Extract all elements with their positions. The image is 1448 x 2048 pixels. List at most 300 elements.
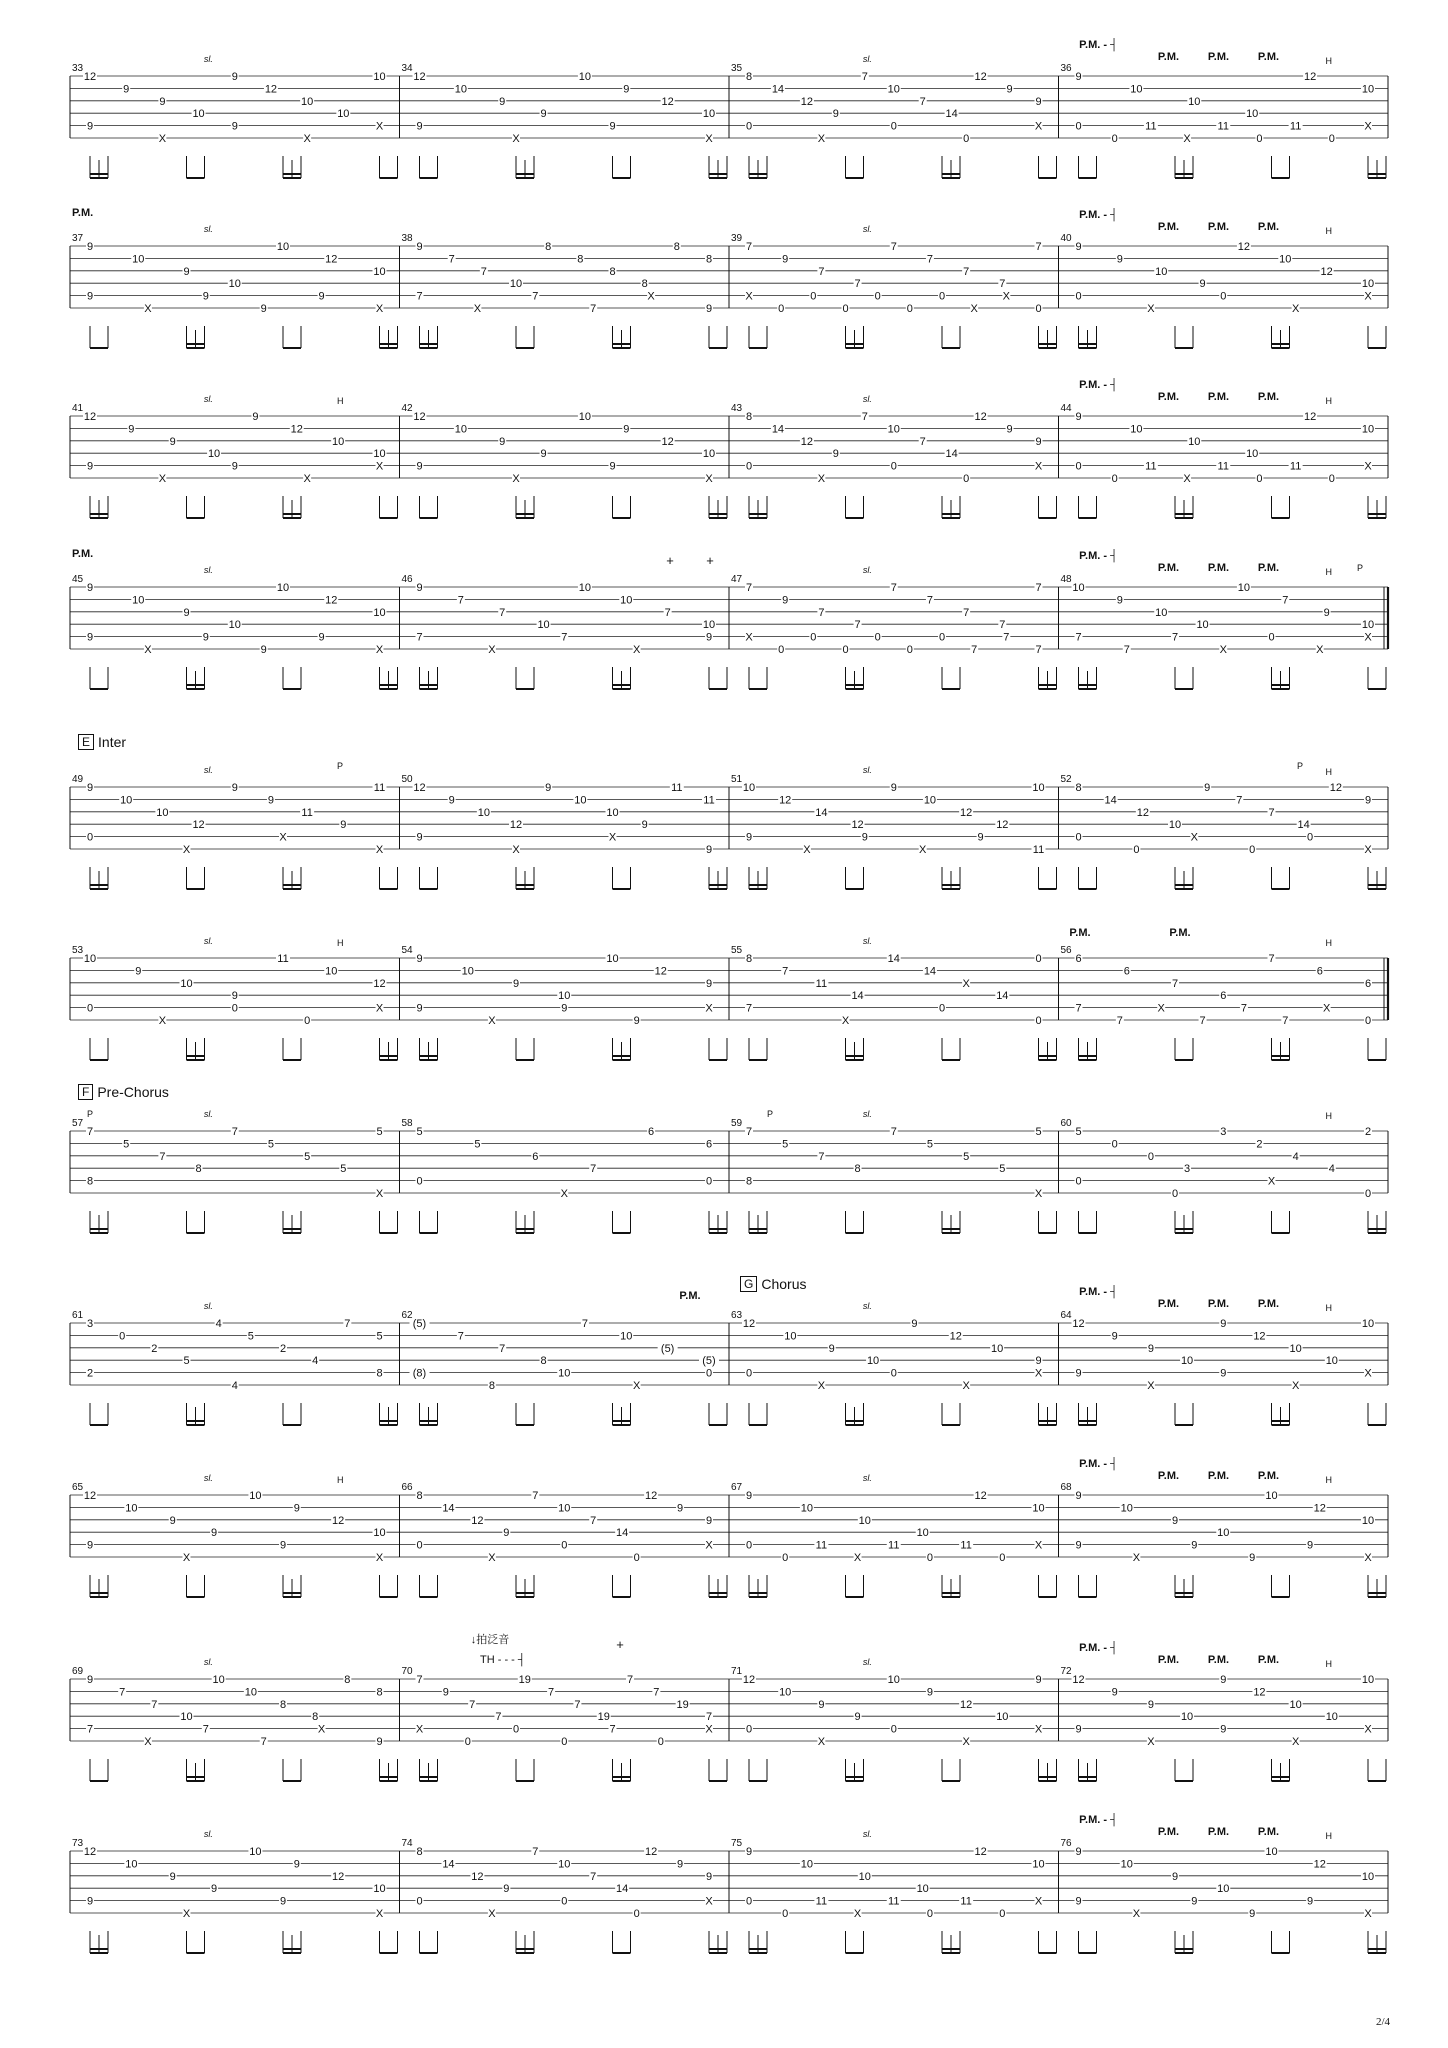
- fret-number: X: [1034, 1188, 1043, 1200]
- hammer-on-mark: H: [1325, 1111, 1332, 1121]
- fret-number: 9: [318, 290, 325, 303]
- fret-number: 10: [1361, 423, 1375, 436]
- fret-number: 10: [228, 619, 241, 632]
- fret-number: 10: [276, 241, 290, 253]
- fret-number: 8: [488, 1380, 495, 1392]
- fret-number: 9: [1204, 782, 1211, 794]
- tab-system: [70, 1674, 1388, 1781]
- hammer-on-mark: H: [336, 938, 344, 948]
- fret-number: 8: [705, 253, 713, 266]
- fret-number: 10: [373, 1527, 386, 1540]
- fret-number: X: [488, 1552, 496, 1564]
- fret-number: 10: [332, 435, 345, 448]
- slide-mark: sl.: [862, 394, 872, 404]
- fret-number: X: [705, 133, 713, 145]
- fret-number: X: [817, 133, 826, 145]
- fret-number: 12: [509, 819, 523, 832]
- fret-number: 7: [1282, 594, 1289, 607]
- fret-number: 10: [125, 1858, 138, 1871]
- slide-mark: sl.: [862, 1829, 872, 1839]
- fret-number: 9: [135, 965, 142, 978]
- fret-number: 7: [609, 1723, 616, 1736]
- slide-mark: sl.: [862, 1657, 872, 1667]
- fret-number: 9: [448, 794, 455, 807]
- measure-number: 50: [401, 774, 413, 785]
- measure-number: 69: [72, 1666, 84, 1677]
- fret-number: X: [375, 844, 384, 856]
- measure-number: 74: [401, 1838, 413, 1849]
- fret-number: 12: [1303, 71, 1317, 83]
- fret-number: 7: [890, 582, 897, 594]
- fret-number: 9: [1075, 241, 1082, 253]
- fret-number: 0: [926, 1908, 933, 1920]
- fret-number: 0: [416, 1175, 423, 1188]
- slide-mark: sl.: [203, 565, 213, 575]
- fret-number: 10: [477, 806, 490, 819]
- fret-number: 7: [86, 1126, 94, 1138]
- fret-number: 0: [842, 644, 849, 656]
- fret-number: 5: [1035, 1126, 1042, 1138]
- fret-number: 10: [784, 1330, 797, 1343]
- measure-number: 38: [401, 233, 413, 244]
- fret-number: X: [817, 473, 826, 485]
- pull-off-mark: P: [86, 1109, 94, 1119]
- fret-number: 0: [906, 644, 913, 656]
- fret-number: 8: [609, 265, 616, 278]
- fret-number: 5: [416, 1126, 423, 1138]
- fret-number: X: [1190, 831, 1198, 844]
- measure-number: 49: [72, 774, 84, 785]
- fret-number: X: [1364, 1723, 1372, 1736]
- fret-number: 7: [1236, 794, 1243, 807]
- fret-number: 9: [499, 435, 506, 448]
- fret-number: 10: [1361, 1870, 1375, 1883]
- fret-number: 11: [373, 782, 386, 794]
- fret-number: 5: [926, 1138, 933, 1151]
- fret-number: 12: [742, 1318, 756, 1330]
- fret-number: 3: [1184, 1163, 1191, 1176]
- fret-number: 9: [169, 1514, 176, 1527]
- fret-number: 12: [1329, 782, 1342, 794]
- fret-number: X: [1291, 303, 1300, 315]
- palm-mute-mark: P.M.: [72, 548, 94, 560]
- hammer-on-mark: H: [1325, 938, 1332, 948]
- fret-number: 9: [1006, 83, 1013, 96]
- fret-number: 10: [1265, 1846, 1278, 1858]
- fret-number: 8: [673, 241, 680, 253]
- fret-number: 10: [578, 411, 592, 423]
- fret-number: 0: [938, 1002, 946, 1015]
- measure-number: 51: [731, 774, 743, 785]
- fret-number: 12: [325, 253, 338, 266]
- fret-number: X: [1147, 303, 1155, 315]
- fret-number: 10: [558, 1367, 571, 1380]
- fret-number: 9: [676, 1858, 684, 1871]
- fret-number: 12: [1313, 1502, 1326, 1515]
- fret-number: X: [375, 1552, 384, 1564]
- fret-number: 9: [1220, 1723, 1227, 1736]
- fret-number: 12: [1136, 806, 1149, 819]
- fret-number: 9: [828, 1342, 835, 1355]
- fret-number: X: [375, 460, 384, 473]
- fret-number: 9: [169, 435, 176, 448]
- fret-number: 10: [574, 794, 587, 807]
- fret-number: (5): [412, 1318, 427, 1330]
- fret-number: X: [488, 644, 496, 656]
- measure-number: 52: [1060, 774, 1072, 785]
- fret-number: 6: [1316, 965, 1323, 978]
- slide-mark: sl.: [862, 765, 872, 775]
- fret-number: 9: [1220, 1318, 1227, 1330]
- fret-number: 7: [590, 303, 597, 315]
- fret-number: 10: [132, 253, 145, 266]
- fret-number: X: [1132, 1552, 1141, 1564]
- fret-number: X: [841, 1015, 850, 1027]
- fret-number: 0: [938, 631, 946, 644]
- fret-number: 9: [1075, 411, 1082, 423]
- fret-number: 9: [1116, 253, 1123, 266]
- measure-number: 63: [731, 1310, 743, 1321]
- fret-number: X: [375, 120, 384, 133]
- fret-number: 12: [1237, 241, 1251, 253]
- hammer-on-mark: H: [1325, 1475, 1332, 1485]
- fret-number: X: [1267, 1175, 1276, 1188]
- fret-number: 9: [260, 644, 267, 656]
- fret-number: 7: [626, 1674, 634, 1686]
- fret-number: 9: [86, 460, 94, 473]
- fret-number: 0: [963, 133, 970, 145]
- fret-number: 10: [800, 1858, 814, 1871]
- palm-mute-mark: P.M.: [1257, 1470, 1280, 1482]
- fret-number: 10: [1032, 1858, 1045, 1871]
- fret-number: X: [1364, 1908, 1372, 1920]
- fret-number: 9: [540, 108, 547, 121]
- fret-number: 12: [83, 411, 97, 423]
- page-number: 2/4: [1375, 2016, 1390, 2028]
- fret-number: 0: [926, 1552, 933, 1564]
- fret-number: 0: [745, 460, 753, 473]
- measure-number: 44: [1060, 403, 1072, 414]
- fret-number: 10: [1246, 108, 1259, 121]
- fret-number: X: [560, 1188, 568, 1200]
- fret-number: 9: [231, 120, 238, 133]
- fret-number: 9: [86, 582, 94, 594]
- fret-number: 9: [1006, 423, 1013, 436]
- fret-number: 10: [249, 1490, 262, 1502]
- fret-number: 7: [861, 411, 868, 423]
- fret-number: 12: [654, 965, 667, 978]
- fret-number: 12: [779, 794, 792, 807]
- fret-number: 10: [132, 594, 145, 607]
- fret-number: 0: [1075, 290, 1082, 303]
- fret-number: 9: [416, 460, 423, 473]
- fret-number: 7: [1282, 1015, 1289, 1027]
- fret-number: X: [1316, 644, 1324, 656]
- fret-number: X: [144, 1736, 152, 1748]
- tab-system: [70, 1318, 1388, 1425]
- fret-number: 12: [644, 1490, 658, 1502]
- fret-number: 6: [1123, 965, 1130, 978]
- fret-number: 9: [442, 1686, 449, 1699]
- measure-number: 43: [731, 403, 743, 414]
- fret-number: 9: [705, 844, 713, 856]
- fret-number: 19: [676, 1698, 689, 1711]
- fret-number: 11: [960, 1539, 972, 1552]
- hammer-on-mark: H: [1325, 767, 1332, 777]
- fret-number: 10: [373, 448, 386, 461]
- fret-number: 11: [815, 977, 828, 990]
- fret-number: 12: [83, 1490, 97, 1502]
- fret-number: 12: [290, 423, 303, 436]
- fret-number: 9: [1249, 1552, 1256, 1564]
- fret-number: X: [1322, 1002, 1331, 1015]
- fret-number: 2: [279, 1342, 287, 1355]
- fret-number: 10: [454, 423, 467, 436]
- fret-number: 10: [779, 1686, 792, 1699]
- fret-number: 10: [454, 83, 467, 96]
- fret-number: 0: [874, 631, 881, 644]
- section-label-g: [740, 1276, 806, 1292]
- fret-number: 9: [128, 423, 135, 436]
- fret-number: 7: [590, 1163, 597, 1176]
- fret-number: 12: [83, 1846, 97, 1858]
- fret-number: 0: [745, 1895, 753, 1908]
- fret-number: 10: [1325, 1355, 1338, 1368]
- fret-number: 9: [705, 1870, 713, 1883]
- fret-number: 10: [1196, 619, 1209, 632]
- fret-number: 10: [180, 1711, 193, 1724]
- fret-number: 4: [231, 1380, 238, 1392]
- fret-number: 7: [344, 1318, 351, 1330]
- fret-number: 11: [960, 1895, 972, 1908]
- fret-number: X: [745, 290, 753, 303]
- palm-mute-mark: P.M.: [1169, 927, 1191, 939]
- fret-number: 0: [1035, 1015, 1042, 1027]
- fret-number: 10: [1279, 253, 1292, 266]
- fret-number: 6: [532, 1150, 539, 1163]
- fret-number: 7: [971, 644, 978, 656]
- palm-mute-mark: P.M. - ┤: [1079, 39, 1118, 51]
- fret-number: 11: [1217, 460, 1229, 473]
- fret-number: 10: [916, 1527, 929, 1540]
- fret-number: 8: [86, 1175, 94, 1188]
- fret-number: 9: [231, 782, 238, 794]
- fret-number: 0: [512, 1723, 520, 1736]
- fret-number: 9: [86, 631, 94, 644]
- fret-number: 0: [745, 1367, 753, 1380]
- fret-number: 5: [123, 1138, 130, 1151]
- fret-number: 12: [1072, 1318, 1085, 1330]
- fret-number: X: [705, 1002, 713, 1015]
- slide-mark: sl.: [203, 936, 213, 946]
- fret-number: 9: [512, 977, 520, 990]
- tab-system: [70, 241, 1388, 348]
- hammer-on-mark: H: [1325, 226, 1332, 236]
- fret-number: 9: [416, 120, 423, 133]
- fret-number: 8: [545, 241, 552, 253]
- fret-number: 9: [745, 831, 753, 844]
- fret-number: 0: [1075, 831, 1082, 844]
- fret-number: 9: [1191, 1539, 1198, 1552]
- fret-number: 10: [620, 594, 633, 607]
- fret-number: X: [970, 303, 978, 315]
- fret-number: 0: [842, 303, 849, 315]
- fret-number: 10: [578, 582, 592, 594]
- fret-number: 12: [413, 782, 426, 794]
- fret-number: 10: [702, 108, 716, 121]
- fret-number: 6: [1364, 977, 1372, 990]
- fret-number: X: [962, 977, 970, 990]
- fret-number: 10: [537, 619, 550, 632]
- fret-number: 7: [782, 965, 789, 978]
- fret-number: 11: [671, 782, 683, 794]
- fret-number: 7: [854, 619, 861, 632]
- fret-number: 9: [1075, 1490, 1082, 1502]
- fret-number: 14: [851, 990, 864, 1003]
- fret-number: 9: [977, 831, 984, 844]
- slide-mark: sl.: [203, 54, 213, 64]
- fret-number: 10: [991, 1342, 1004, 1355]
- fret-number: 12: [974, 1490, 987, 1502]
- fret-number: 12: [413, 71, 426, 83]
- fret-number: 9: [705, 303, 713, 315]
- fret-number: X: [1183, 473, 1191, 485]
- fret-number: X: [375, 1002, 384, 1015]
- fret-number: 10: [1289, 1698, 1302, 1711]
- fret-number: 8: [745, 953, 753, 965]
- fret-number: X: [182, 1552, 191, 1564]
- fret-number: X: [375, 1188, 384, 1200]
- fret-number: 9: [705, 977, 713, 990]
- fret-number: X: [962, 1736, 970, 1748]
- fret-number: 5: [782, 1138, 789, 1151]
- plus-mark: +: [706, 553, 714, 568]
- fret-number: 0: [657, 1736, 664, 1748]
- fret-number: 4: [215, 1318, 222, 1330]
- fret-number: 7: [653, 1686, 660, 1699]
- fret-number: 9: [609, 460, 616, 473]
- fret-number: 10: [1361, 619, 1375, 632]
- fret-number: 14: [1104, 794, 1117, 807]
- fret-number: 9: [1075, 1367, 1082, 1380]
- fret-number: 9: [231, 460, 238, 473]
- fret-number: X: [375, 303, 384, 315]
- fret-number: X: [1002, 290, 1011, 303]
- fret-number: 4: [312, 1355, 319, 1368]
- fret-number: 10: [1032, 1502, 1045, 1515]
- fret-number: 9: [231, 71, 238, 83]
- fret-number: 9: [832, 108, 839, 121]
- fret-number: 12: [1320, 265, 1333, 278]
- fret-number: 9: [416, 953, 423, 965]
- fret-number: 7: [499, 606, 506, 619]
- fret-number: X: [1034, 1539, 1043, 1552]
- fret-number: 12: [413, 411, 426, 423]
- fret-number: 7: [86, 1723, 94, 1736]
- fret-number: 12: [974, 411, 987, 423]
- fret-number: 12: [373, 977, 386, 990]
- fret-number: 9: [745, 1846, 753, 1858]
- fret-number: 11: [703, 794, 715, 807]
- fret-number: 12: [192, 819, 205, 832]
- fret-number: X: [1364, 1367, 1372, 1380]
- fret-number: 0: [890, 120, 897, 133]
- fret-number: 7: [416, 1674, 423, 1686]
- fret-number: 10: [558, 1858, 571, 1871]
- fret-number: 0: [1133, 844, 1140, 856]
- fret-number: X: [919, 844, 927, 856]
- fret-number: 10: [1155, 606, 1168, 619]
- hammer-on-mark: H: [1325, 396, 1332, 406]
- fret-number: 10: [1237, 582, 1251, 594]
- slide-mark: sl.: [203, 1473, 213, 1483]
- fret-number: 10: [578, 71, 592, 83]
- fret-number: 10: [858, 1870, 871, 1883]
- fret-number: 0: [1307, 831, 1314, 844]
- fret-number: 7: [919, 95, 926, 108]
- fret-number: 6: [1075, 953, 1082, 965]
- fret-number: 9: [1220, 1367, 1227, 1380]
- fret-number: 10: [1325, 1711, 1338, 1724]
- fret-number: X: [1364, 844, 1372, 856]
- fret-number: 5: [376, 1126, 383, 1138]
- fret-number: 0: [633, 1552, 640, 1564]
- fret-number: X: [158, 133, 167, 145]
- fret-number: 9: [1075, 1539, 1082, 1552]
- fret-number: 0: [778, 644, 785, 656]
- fret-number: 9: [1075, 71, 1082, 83]
- fret-number: 7: [119, 1686, 126, 1699]
- fret-number: 8: [416, 1846, 423, 1858]
- fret-number: 8: [540, 1355, 547, 1368]
- fret-number: 2: [86, 1367, 94, 1380]
- fret-number: 0: [561, 1539, 568, 1552]
- fret-number: 5: [247, 1330, 254, 1343]
- fret-number: 7: [745, 1126, 753, 1138]
- measure-number: 47: [731, 574, 743, 585]
- fret-number: 7: [999, 619, 1006, 632]
- fret-number: 10: [1361, 1674, 1375, 1686]
- measure-number: 61: [72, 1310, 84, 1321]
- fret-number: 10: [916, 1883, 929, 1896]
- fret-number: 9: [159, 95, 166, 108]
- fret-number: 0: [1075, 120, 1082, 133]
- fret-number: 12: [974, 71, 987, 83]
- palm-mute-mark: P.M.: [1207, 1654, 1230, 1666]
- fret-number: 10: [1265, 1490, 1278, 1502]
- fret-number: 10: [1032, 782, 1045, 794]
- fret-number: 0: [810, 631, 817, 644]
- fret-number: 10: [249, 1846, 262, 1858]
- fret-number: 9: [676, 1502, 684, 1515]
- palm-mute-mark: P.M.: [1157, 1470, 1180, 1482]
- fret-number: X: [1291, 1736, 1300, 1748]
- fret-number: 10: [180, 977, 193, 990]
- fret-number: 10: [1180, 1355, 1194, 1368]
- fret-number: 0: [1364, 1188, 1372, 1200]
- fret-number: 11: [1032, 844, 1045, 856]
- fret-number: 12: [644, 1846, 658, 1858]
- fret-number: X: [1183, 133, 1191, 145]
- measure-number: 37: [72, 233, 84, 244]
- fret-number: 9: [86, 1674, 94, 1686]
- palm-mute-mark: P.M.: [1157, 562, 1180, 574]
- fret-number: 10: [1188, 95, 1201, 108]
- fret-number: 9: [1116, 594, 1123, 607]
- fret-number: X: [705, 473, 713, 485]
- palm-mute-mark: P.M.: [1257, 51, 1280, 63]
- fret-number: 0: [963, 473, 970, 485]
